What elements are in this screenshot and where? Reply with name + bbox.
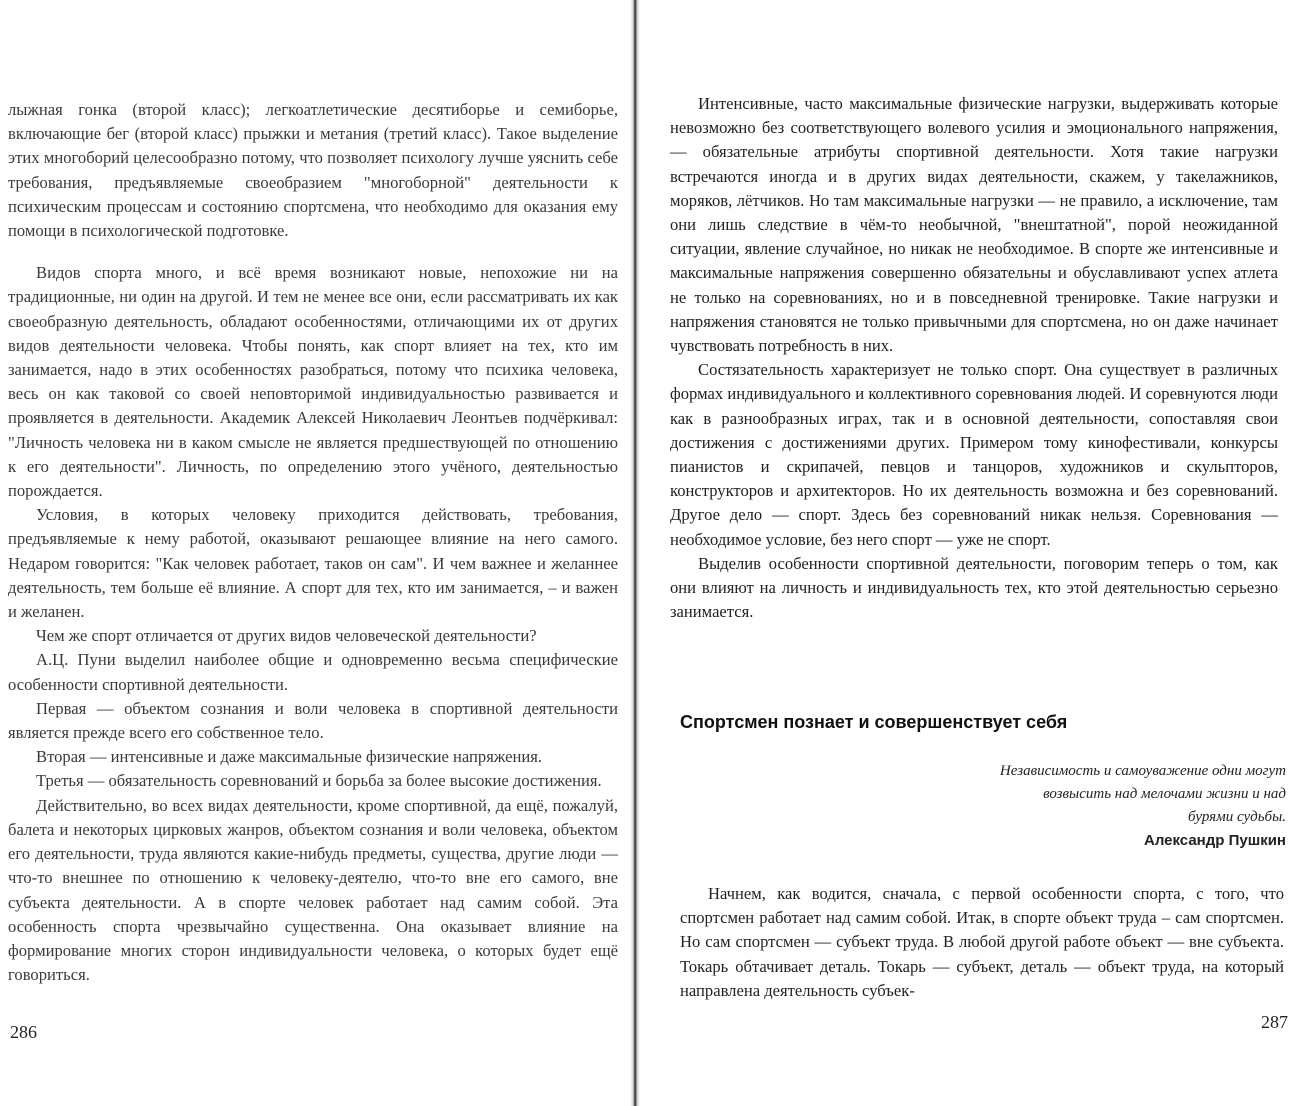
left-page-text xyxy=(8,98,618,987)
paragraph: Действительно, во всех видах деятельности, кроме спортивной, да ещё, пожалуй, балета и некоторых цирковых жанров, объектом сознания и воли человека, объектом его деятельности, труда являются какие-нибудь предметы, существа, другие люди — что-то внешнее по отношению к человеку-деятелю, что-то вне его самого, вне субъекта деятельности. А в спорте человек работает над самим собой. Эта особенность спорта чрезвычайно существенна. Она оказывает влияние на формирование многих сторон индивидуальности человека, о которых будет ещё говориться. xyxy=(8,795,618,985)
paragraph: Интенсивные, часто максимальные физические нагрузки, выдерживать которые невозможно без соответствующего волевого усилия и эмоционального напряжения, — обязательные атрибуты спортивной деятельности. Хотя такие нагрузки встречаются иногда и в других видах деятельности, скажем, у такелажников, моряков, лётчиков. Но там максимальные нагрузки — не правило, а исключение, там они лишь следствие в чём-то необычной, "внештатной", порой неожиданной ситуации, явление случайное, но никак не необходимое. В спорте же интенсивные и максимальные напряжения совершенно обязательны и обуславливают успех атлета не только на соревнованиях, но и в повседневной тренировке. Такие нагрузки и напряжения становятся не только привычными для спортсмена, но он даже начинает чувствовать потребность в них. xyxy=(670,94,1278,356)
epigraph-line: Независимость и самоуважение одни могут xyxy=(999,763,1286,779)
paragraph: Видов спорта много, и всё время возникают новые, непохожие ни на традиционные, ни один на другой. И тем не менее все они, если рассматривать их как своеобразную деятельность, обладают особенностями, отличающими их от других видов деятельности человека. Чтобы понять, как спорт влияет на тех, кто им занимается, надо в этих особенностях разобраться, потому что психика человека, весь он как таковой со своей неповторимой индивидуальностью развивается и проявляется в деятельности. Академик Алексей Николаевич Леонтьев подчёркивал: "Личность человека ни в каком смысле не является предшествующей по отношению к его деятельности". Личность, по определению этого учёного, деятельностью порождается. xyxy=(8,263,618,501)
book-gutter xyxy=(630,0,640,1106)
page-number-right: 287 xyxy=(1261,1012,1288,1032)
section-text xyxy=(680,882,1284,1003)
page-number-left: 286 xyxy=(10,1022,37,1042)
paragraph: Третья — обязательность соревнований и борьба за более высокие достижения. xyxy=(36,771,602,791)
right-page-text xyxy=(670,92,1278,624)
epigraph xyxy=(906,760,1286,852)
paragraph: лыжная гонка (второй класс); легкоатлетические десятиборье и семиборье, включающие бег (второй класс) прыжки и метания (третий класс). Такое выделение этих многоборий целесообразно потому, что позволяет психологу лучше уяснить себе требования, предъявляемые своеобразием "многоборной" деятельности к психическим процессам и состоянию спортсмена, что необходимо для оказания ему помощи в психологической подготовке. xyxy=(8,100,618,241)
left-page xyxy=(0,0,632,1106)
paragraph: А.Ц. Пуни выделил наиболее общие и одновременно весьма специфические особенности спортивной деятельности. xyxy=(8,650,618,694)
paragraph: Выделив особенности спортивной деятельности, поговорим теперь о том, как они влияют на личность и индивидуальность тех, кто этой деятельностью серьезно занимается. xyxy=(670,553,1278,622)
paragraph: Вторая — интенсивные и даже максимальные физические напряжения. xyxy=(36,747,542,767)
epigraph-author: Александр Пушкин xyxy=(1143,832,1286,849)
paragraph: Состязательность характеризует не только спорт. Она существует в различных формах индивидуального и коллективного соревнования людей. И соревнуются люди как в разнообразных играх, так и в основной деятельности, сопоставляя свои достижения с достижениями других. Примером тому кинофестивали, конкурсы пианистов и скрипачей, певцов и танцоров, художников и скульпторов, конструкторов и архитекторов. Но их деятельность возможна и без соревнований. Другое дело — спорт. Здесь без соревнований никак нельзя. Соревнования — необходимое условие, без него спорт — уже не спорт. xyxy=(670,360,1278,549)
epigraph-line: бурями судьбы. xyxy=(1188,809,1286,825)
epigraph-line: возвысить над мелочами жизни и над xyxy=(1043,786,1286,802)
right-page xyxy=(640,0,1298,1106)
paragraph: Чем же спорт отличается от других видов человеческой деятельности? xyxy=(36,626,537,646)
paragraph: Условия, в которых человеку приходится действовать, требования, предъявляемые к нему работой, оказывают решающее влияние на него самого. Недаром говорится: "Как человек работает, таков он сам". И чем важнее и желаннее деятельность, тем больше её влияние. А спорт для тех, кто им занимается, – и важен и желанен. xyxy=(8,505,618,622)
section-title: Спортсмен познает и совершенствует себя xyxy=(680,712,1068,732)
paragraph: Первая — объектом сознания и воли человека в спортивной деятельности является прежде всего его собственное тело. xyxy=(8,698,618,743)
paragraph: Начнем, как водится, сначала, с первой особенности спорта, с того, что спортсмен работает над самим собой. Итак, в спорте объект труда – сам спортсмен. Но сам спортсмен — субъект труда. В любой другой работе объект — вне субъекта. Токарь обтачивает деталь. Токарь — субъект, деталь — объект труда, на который направлена деятельность субъек- xyxy=(680,884,1284,1000)
